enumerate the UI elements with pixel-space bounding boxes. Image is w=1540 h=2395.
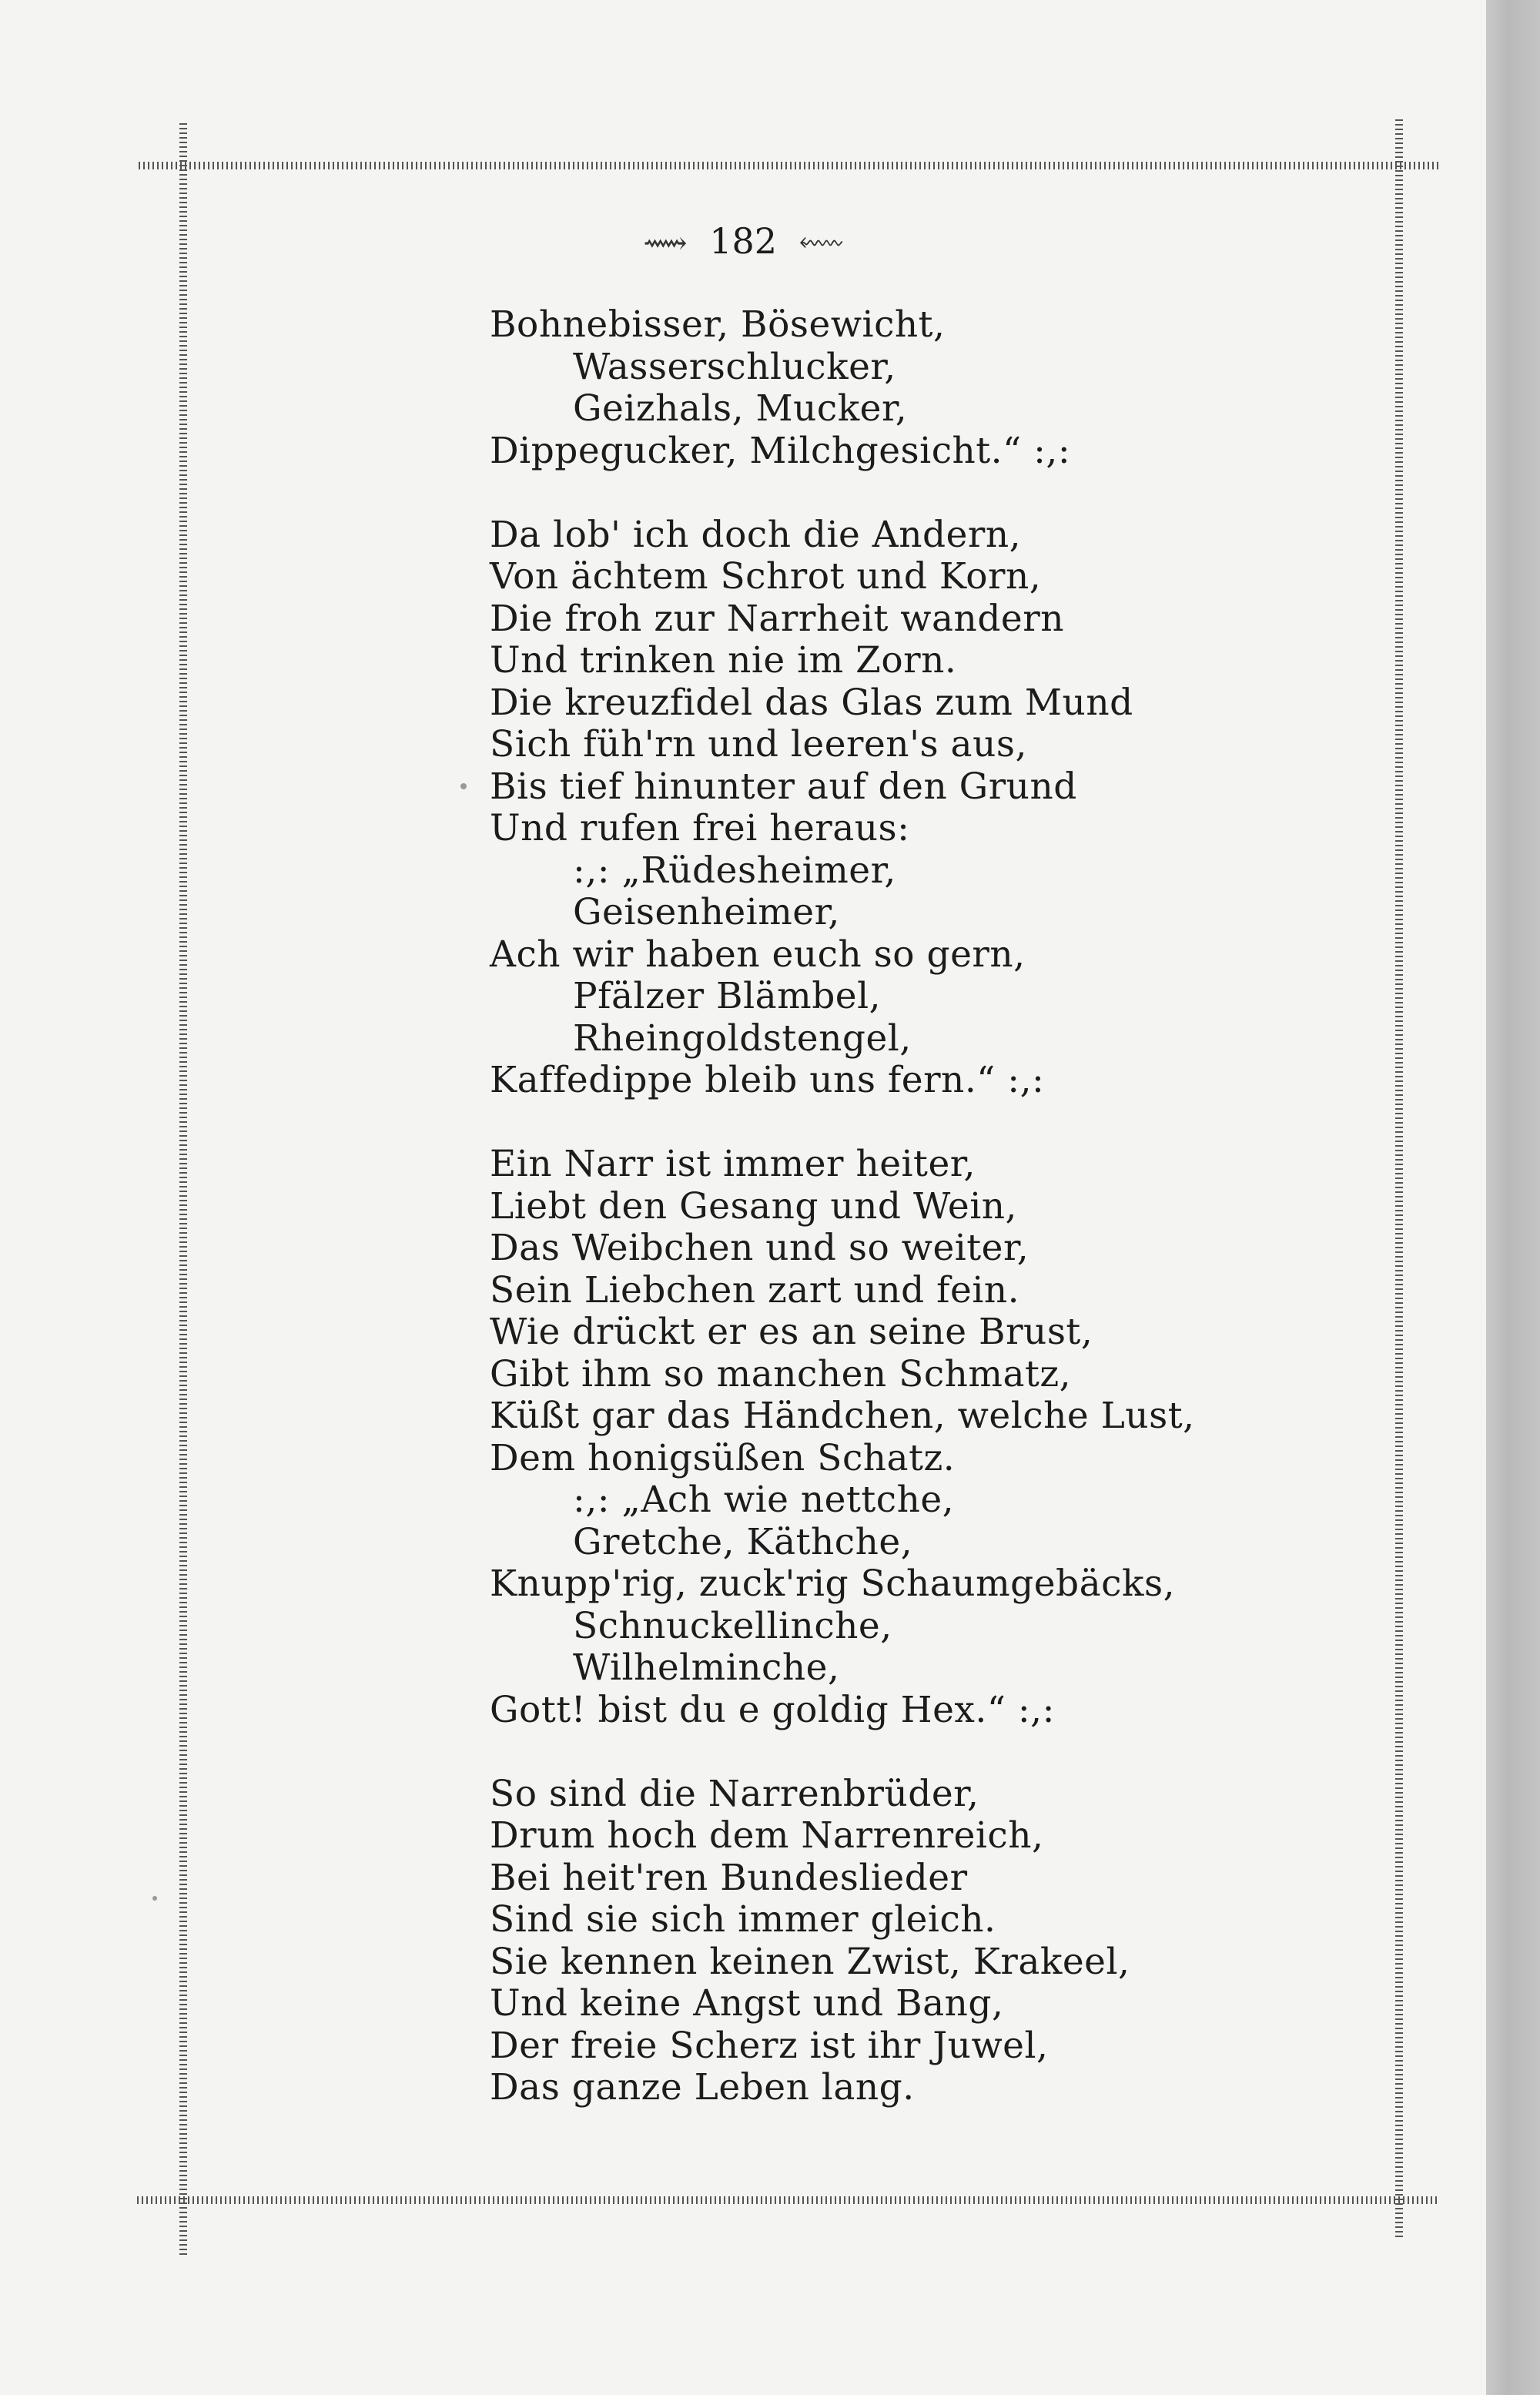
ornament-left-icon: ⟿ <box>643 226 688 261</box>
poem-line: Bei heit'ren Bundeslieder <box>490 1856 968 1899</box>
page-header <box>0 218 1486 266</box>
print-speck <box>460 783 467 789</box>
poem-line: Gibt ihm so manchen Schmatz, <box>490 1352 1072 1395</box>
poem-line: Sich füh'rn und leeren's aus, <box>490 723 1027 765</box>
poem-line: Schnuckellinche, <box>573 1604 892 1647</box>
poem-line: Und rufen frei heraus: <box>490 807 910 849</box>
poem-line: Wie drückt er es an seine Brust, <box>490 1311 1093 1353</box>
poem-line: Kaffedippe bleib uns fern.“ :,: <box>490 1059 1045 1101</box>
poem-line: Sein Liebchen zart und fein. <box>490 1268 1020 1311</box>
stanza-gap <box>490 1731 1375 1774</box>
poem-line: Wilhelminche, <box>573 1646 840 1689</box>
poem-line: Dippegucker, Milchgesicht.“ :,: <box>490 429 1071 472</box>
poem-line: Und trinken nie im Zorn. <box>490 639 957 682</box>
poem-line: Von ächtem Schrot und Korn, <box>490 555 1042 598</box>
poem-line: Der freie Scherz ist ihr Juwel, <box>490 2024 1049 2067</box>
poem-line: Bohnebisser, Bösewicht, <box>490 303 946 346</box>
poem-line: Ach wir haben euch so gern, <box>490 933 1026 976</box>
print-speck <box>152 1896 157 1901</box>
poem-line: Das Weibchen und so weiter, <box>490 1227 1029 1269</box>
poem-line: So sind die Narrenbrüder, <box>490 1772 979 1815</box>
page-edge-shadow <box>1486 0 1540 2395</box>
poem-line: Die kreuzfidel das Glas zum Mund <box>490 681 1133 724</box>
poem-body <box>490 304 1375 2109</box>
ornament-right-icon: ⬳ <box>798 226 843 261</box>
poem-line: Die froh zur Narrheit wandern <box>490 597 1064 640</box>
poem-line: Drum hoch dem Narrenreich, <box>490 1814 1044 1857</box>
left-border-rule <box>179 123 187 2256</box>
poem-line: Knupp'rig, zuck'rig Schaumgebäcks, <box>490 1563 1176 1605</box>
page-number: 182 <box>709 220 778 262</box>
bottom-border-rule <box>137 2196 1440 2204</box>
poem-line: Geisenheimer, <box>573 891 840 933</box>
poem-line: :,: „Ach wie nettche, <box>573 1479 955 1521</box>
poem-line: Das ganze Leben lang. <box>490 2066 915 2109</box>
poem-line: Da lob' ich doch die Andern, <box>490 513 1022 556</box>
poem-line: Geizhals, Mucker, <box>573 387 908 430</box>
poem-line: Wasserschlucker, <box>573 345 896 388</box>
poem-line: Dem honigsüßen Schatz. <box>490 1436 956 1479</box>
poem-line: Gretche, Käthche, <box>573 1520 913 1563</box>
poem-line: Rheingoldstengel, <box>573 1017 912 1060</box>
top-border-rule <box>139 162 1440 169</box>
poem-line: Und keine Angst und Bang, <box>490 1982 1004 2025</box>
poem-line: :,: „Rüdesheimer, <box>573 849 896 892</box>
poem-line: Liebt den Gesang und Wein, <box>490 1184 1017 1228</box>
poem-line: Pfälzer Blämbel, <box>573 975 882 1017</box>
right-border-rule <box>1395 119 1403 2237</box>
poem-line: Ein Narr ist immer heiter, <box>490 1143 976 1185</box>
stanza-gap <box>490 472 1375 514</box>
poem-line: Gott! bist du e goldig Hex.“ :,: <box>490 1688 1055 1731</box>
poem-line: Bis tief hinunter auf den Grund <box>490 765 1077 808</box>
stanza-gap <box>490 1102 1375 1144</box>
poem-line: Sie kennen keinen Zwist, Krakeel, <box>490 1940 1130 1983</box>
poem-line: Küßt gar das Händchen, welche Lust, <box>490 1395 1195 1437</box>
poem-line: Sind sie sich immer gleich. <box>490 1898 996 1941</box>
